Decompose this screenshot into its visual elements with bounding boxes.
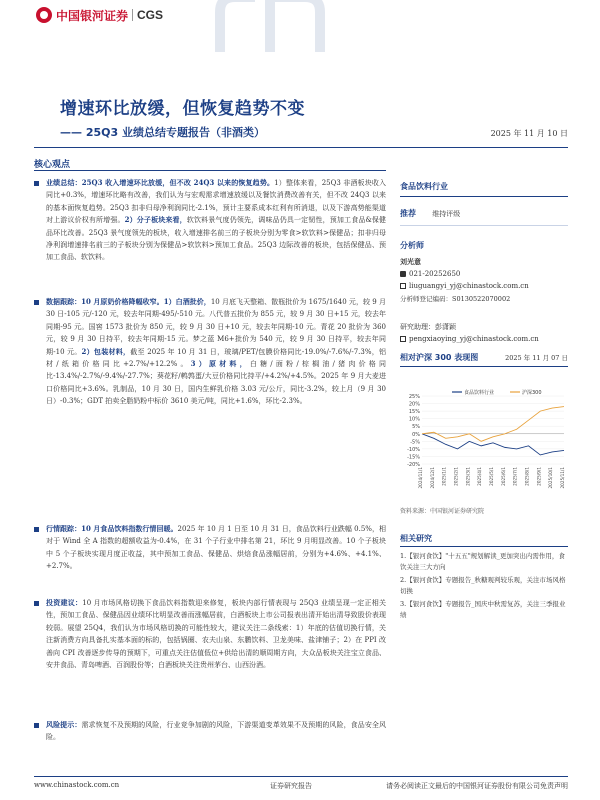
related-list <box>400 551 570 621</box>
analyst-heading <box>400 240 570 251</box>
series-line <box>422 407 564 442</box>
bullet-icon <box>34 181 39 186</box>
item-mark: 2）包装材料， <box>81 346 131 356</box>
x-tick-label: 2025/10/1 <box>548 467 554 489</box>
rating-rule <box>400 225 568 226</box>
bullet-icon <box>34 723 39 728</box>
related-item[interactable]: 2.【银河食饮】专题报告_秋糖观判较乐观，关注市场风格切换 <box>400 576 566 595</box>
item-lead: 投资建议： <box>46 598 83 607</box>
analyst-phone <box>400 270 570 278</box>
y-tick-label: 20% <box>408 401 420 408</box>
item-text: 软饮料景气度仍领先，调味品仍具一定韧性，预加工食品&保健品环比改善。25Q3 景气度领先的板块，收入增速排名前三的子板块分别为零食>软饮料>保健品；扣非归母净利润增速排名前三的子板块分别为保健品>软饮料>预加工食品。25Q3 边际改善的板块，包括保健品、预加工食品、软饮料。 <box>46 216 387 262</box>
analyst-cert: 分析师登记编码：S0130522070002 <box>400 295 511 303</box>
item-performance <box>46 177 386 264</box>
x-tick-label: 2025/3/1 <box>465 467 471 486</box>
item-text: 需求恢复不及预期的风险，行业竞争加剧的风险，下游渠道变革效果不及预期的风险，食品安全风险。 <box>46 721 387 742</box>
bullet-icon <box>34 601 39 606</box>
analyst-heading-text: 分析师 <box>400 241 424 250</box>
item-text: 白糖/面粉/棕榈油/猪肉价格同比-13.4%/-2.7%/-9.4%/-27.7%；葵花籽/鹌鹑蛋/大豆价格同比持平/+4.2%/+4.5%。2025 年 9 月大麦进口价格同比+3.6%。乳制品，10 月 30 日，国内生鲜乳价格 3.03 元/公斤，同比-3.2%，较上月（9 月 30 日）-0.3%；GDT 拍卖全脂奶粉中标价 3610 美元/吨，同比+1.6%，环比-2.3%。 <box>46 360 387 406</box>
chart-heading-rule <box>400 366 568 367</box>
item-text: 10 月市场风格切换下食品饮料指数迎来修复，板块内部行情表现与 25Q3 业绩呈现一定正相关性，预加工食品、保健品因业绩环比明显改善而涨幅居前，白酒板块上市公司报表出清开始出清导致股价表现较弱。展望 25Q4，我们认为市场风格切换的可能性较大，建议关注二条线索：1）年底的估值切换行情，关注新消费方向具备扎实基本面的标的，包括锅圈、农夫山泉、东鹏饮料、卫龙美味、盐津铺子；2）在 PPI 改善向 CPI 改善逐步传导的预期下，可重点关注估值低位+供给出清的顺周期方向，大众品板块关注宝立食品、安井食品、青岛啤酒、百润股份等；白酒板块关注贵州茅台、山西汾酒。 <box>46 599 387 670</box>
x-tick-label: 2025/9/1 <box>536 467 542 486</box>
assistant-email-text[interactable]: pengxiaoying_yj@chinastock.com.cn <box>409 335 539 343</box>
item-mark: 3）原材料， <box>190 359 250 369</box>
analyst-name: 刘光意 <box>400 257 421 266</box>
phone-icon <box>400 271 406 277</box>
legend-label: 食品饮料行业 <box>464 390 495 396</box>
brand-name-en: CGS <box>137 8 164 22</box>
y-tick-label: -10% <box>407 446 420 453</box>
mail-icon <box>400 283 406 289</box>
x-tick-label: 2025/7/1 <box>512 467 518 486</box>
mail-icon <box>400 336 406 342</box>
item-lead: 行情跟踪：10 月食品饮料指数行情回暖。 <box>46 524 178 533</box>
chart-date: 2025 年 11 月 07 日 <box>505 354 568 362</box>
report-title: 增速环比放缓，但恢复趋势不变 <box>60 99 305 119</box>
related-heading-text: 相关研究 <box>400 534 432 543</box>
y-tick-label: -15% <box>407 454 420 461</box>
item-text: 1）整体来看，25Q3 非酒板块收入同比+0.3%，增速环比略有改善，我们认为与宏观需求增速放缓以及餐饮消费改善有关，但不改 24Q3 以来的基本面恢复趋势。25Q3 扣非归母净利润同比-2.1%，预计主要系成本红利有所消退，以及下游高势能渠道对上游议价权有所增强。 <box>46 179 387 225</box>
item-lead: 数据跟踪：10 月原奶价格降幅收窄。 <box>46 297 164 306</box>
footer-center: 证券研究报告 <box>270 782 312 790</box>
assistant-email <box>400 335 570 343</box>
industry-heading <box>400 181 570 192</box>
item-mark: 2）分子板块来看， <box>124 215 187 225</box>
x-tick-label: 2024/11/1 <box>418 467 423 489</box>
footer-url[interactable]: www.chinastock.com.cn <box>34 781 120 789</box>
x-tick-label: 2025/1/1 <box>441 467 447 486</box>
industry-rule <box>400 196 568 197</box>
y-tick-label: 10% <box>408 416 420 423</box>
report-date: 2025 年 11 月 10 日 <box>490 129 568 138</box>
footer-rule <box>34 776 568 777</box>
item-market-tracking <box>46 523 386 573</box>
item-text: 2025 年 10 月 1 日至 10 月 31 日，食品饮料行业跌幅 0.5%，相对于 Wind 全 A 指数的超额收益为-0.4%，在 31 个子行业中排名第 21，环比 9 月明显改善。10 个子板块中 5 个子板块实现月度正收益，其中预加工食品、保健品、烘焙食品涨幅居前，分别为+4.6%、+4.1%、+2.7%。 <box>46 525 386 571</box>
relative-performance-chart <box>400 388 570 504</box>
brand-separator <box>132 9 133 21</box>
item-mark: 1）白酒批价， <box>163 297 211 306</box>
analyst-email-text[interactable]: liuguangyi_yj@chinastock.com.cn <box>409 282 529 290</box>
related-item[interactable]: 3.【银河食饮】专题报告_国庆中秋需复苏，关注三季报业绩 <box>400 600 566 619</box>
watermark-graphic <box>215 0 325 54</box>
bullet-icon <box>34 527 39 532</box>
y-tick-label: 0% <box>412 431 420 438</box>
y-tick-label: -20% <box>407 462 420 468</box>
item-text: 10 月底飞天整箱、散瓶批价为 1675/1640 元，较 9 月 30 日-105 元/-120 元，较去年同期-495/-510 元。八代普五批价为 855 元，较 9 月 30 日+15 元，较去年同期-95 元。国窖 1573 批价为 850 元，较 9 月 30 日+10 元，较去年同期-10 元。青花 20 批价为 360 元，较 9 月 30 日持平，较去年同期-15 元。梦之蓝 M6+批价为 540 元，较 9 月 30 日持平，较去年同期-10 元。 <box>46 298 386 356</box>
chart-heading-row <box>400 352 570 363</box>
rating-row <box>400 208 570 219</box>
title-rule <box>34 147 568 148</box>
related-rule <box>400 546 568 547</box>
bullet-icon <box>34 300 39 305</box>
x-tick-label: 2025/2/1 <box>453 467 459 486</box>
item-lead: 风险提示： <box>46 720 82 729</box>
x-tick-label: 2024/12/1 <box>429 467 435 489</box>
x-tick-label: 2025/11/1 <box>560 467 565 489</box>
item-data-tracking <box>46 296 386 408</box>
related-heading <box>400 533 570 544</box>
x-tick-label: 2025/6/1 <box>500 467 506 486</box>
y-tick-label: -5% <box>410 439 420 446</box>
x-tick-label: 2025/5/1 <box>489 467 494 486</box>
y-tick-label: 25% <box>408 394 420 400</box>
item-investment-advice <box>46 597 386 671</box>
core-heading-rule <box>34 170 386 171</box>
footer-disclaimer: 请务必阅读正文最后的中国银河证券股份有限公司免责声明 <box>386 782 568 790</box>
x-tick-label: 2025/8/1 <box>524 467 530 486</box>
legend-label: 沪深300 <box>522 390 542 396</box>
rating-value: 维持评级 <box>432 210 461 218</box>
rating-label: 推荐 <box>400 209 416 218</box>
related-item[interactable]: 1.【银河食饮】"十五五"规划解读_更加突出内需作用，食饮关注三大方向 <box>400 552 565 571</box>
assistant-name: 研究助理：彭潇颖 <box>400 323 456 331</box>
brand-logo-icon <box>36 7 52 23</box>
chart-source: 资料来源：中国银河证券研究院 <box>400 508 485 515</box>
page-header <box>0 0 600 56</box>
item-lead: 业绩总结：25Q3 收入增速环比放缓，但不改 24Q3 以来的恢复趋势。 <box>46 178 275 187</box>
brand-logo <box>36 6 163 24</box>
y-tick-label: 15% <box>408 409 420 416</box>
core-heading: 核心观点 <box>34 160 71 170</box>
x-tick-label: 2025/4/1 <box>477 467 483 486</box>
chart-heading: 相对沪深 300 表现图 <box>400 353 479 362</box>
brand-name-cn: 中国银河证券 <box>56 8 129 23</box>
analyst-phone-text: 021-20252650 <box>409 270 461 278</box>
y-tick-label: 5% <box>412 424 420 431</box>
analyst-email <box>400 282 570 290</box>
item-text: 截至 2025 年 10 月 31 日，玻璃/PET/包膜价格同比-19.0%/-7.6%/-7.3%，铝材/纸箱价格同比+2.7%/+12.2%。 <box>46 347 386 369</box>
item-risk <box>46 719 386 744</box>
industry-heading-text: 食品饮料行业 <box>400 182 448 191</box>
report-subtitle: —— 25Q3 业绩总结专题报告（非酒类） <box>60 126 265 139</box>
